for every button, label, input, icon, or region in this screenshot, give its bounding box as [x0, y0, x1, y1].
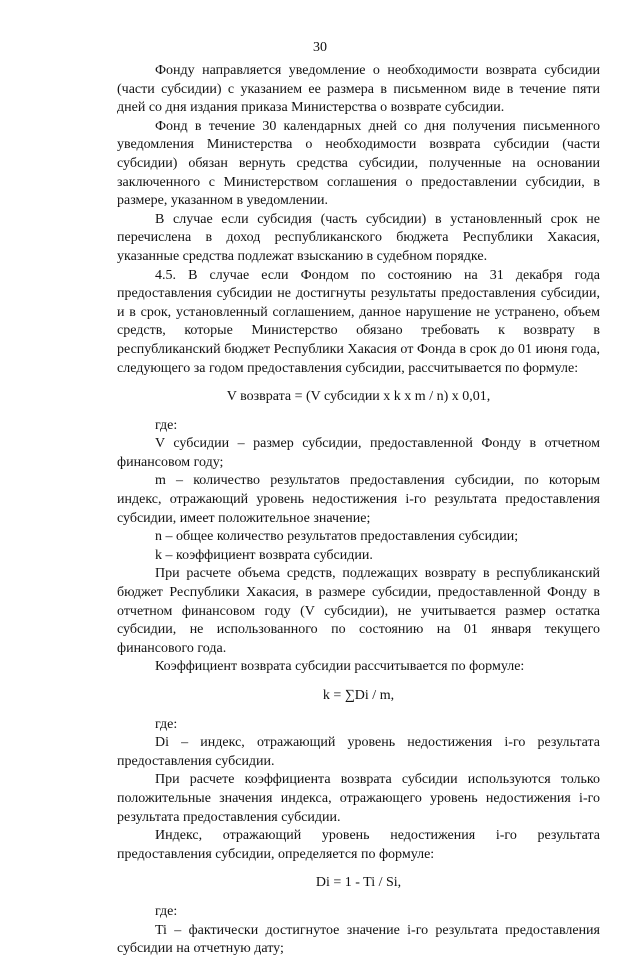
page-number: 30 — [313, 40, 327, 55]
paragraph-calculation: При расчете объема средств, подлежащих возврату в республиканский бюджет Республики Хакасия, в размере субсидии, предоставленной Фонду в отчетном финансовом году (V субсидии), не учитывается размер остатка субсидии, не использованного по состоянию на 01 января текущего финансового года. — [117, 566, 600, 656]
paragraph-coefficient: Коэффициент возврата субсидии рассчитывается по формуле: — [155, 659, 525, 675]
definition-v-subsidy: V субсидии – размер субсидии, предоставленной Фонду в отчетном финансовом году; — [117, 436, 600, 470]
where-label: где: — [155, 716, 178, 732]
formula-di: Di = 1 - Ti / Si, — [315, 875, 402, 891]
formula-v-return: V возврата = (V субсидии x k x m / n) x 0,01, — [226, 389, 491, 405]
paragraph-fund-return: Фонд в течение 30 календарных дней со дня получения письменного уведомления Министерства о необходимости возврата субсидии (части субсидии) обязан вернуть средства субсидии, полученные на основании заключенного с Министерством соглашения о предоставлении субсидии, в размере, указанном в уведомлении. — [117, 118, 600, 209]
paragraph-index: Индекс, отражающий уровень недостижения i-го результата предоставления субсидии, определяется по формуле: — [117, 828, 600, 862]
definition-ti: Ti – фактически достигнутое значение i-го результата предоставления субсидии на отчетную дату; — [117, 922, 600, 957]
document-body — [117, 62, 600, 959]
definition-k: k – коэффициент возврата субсидии. — [155, 547, 373, 563]
paragraph-notification: Фонду направляется уведомление о необходимости возврата субсидии (части субсидии) с указанием ее размера в письменном виде в течение пяти дней со дня издания приказа Министерства о возврате субсидии. — [117, 63, 600, 116]
formula-k: k = ∑Di / m, — [322, 688, 395, 703]
definition-n: n – общее количество результатов предоставления субсидии; — [155, 529, 519, 545]
definition-m: m – количество результатов предоставления субсидии, по которым индекс, отражающий уровень недостижения i-го результата предоставления субсидии, имеет положительное значение; — [117, 473, 600, 526]
where-label: где: — [155, 417, 178, 433]
where-label: где: — [155, 903, 178, 919]
paragraph-positive-values: При расчете коэффициента возврата субсидии используются только положительные значения индекса, отражающего уровень недостижения i-го результата предоставления субсидии. — [117, 772, 600, 825]
definition-di: Di – индекс, отражающий уровень недостижения i-го результата предоставления субсидии. — [117, 735, 600, 769]
paragraph-court-recovery: В случае если субсидия (часть субсидии) в установленный срок не перечислена в доход республиканского бюджета Республики Хакасия, указанные средства подлежат взысканию в судебном порядке. — [117, 211, 600, 264]
paragraph-clause-4-5: 4.5. В случае если Фондом по состоянию на 31 декабря года предоставления субсидии не достигнуты результаты предоставления субсидии, и в срок, установленный соглашением, данное нарушение не устранено, объем средств, которые Министерство обязано требовать к возврату в республиканский бюджет Республики Хакасия от Фонда в срок до 01 июня года, следующего за годом предоставления субсидии, рассчитывается по формуле: — [117, 267, 600, 376]
